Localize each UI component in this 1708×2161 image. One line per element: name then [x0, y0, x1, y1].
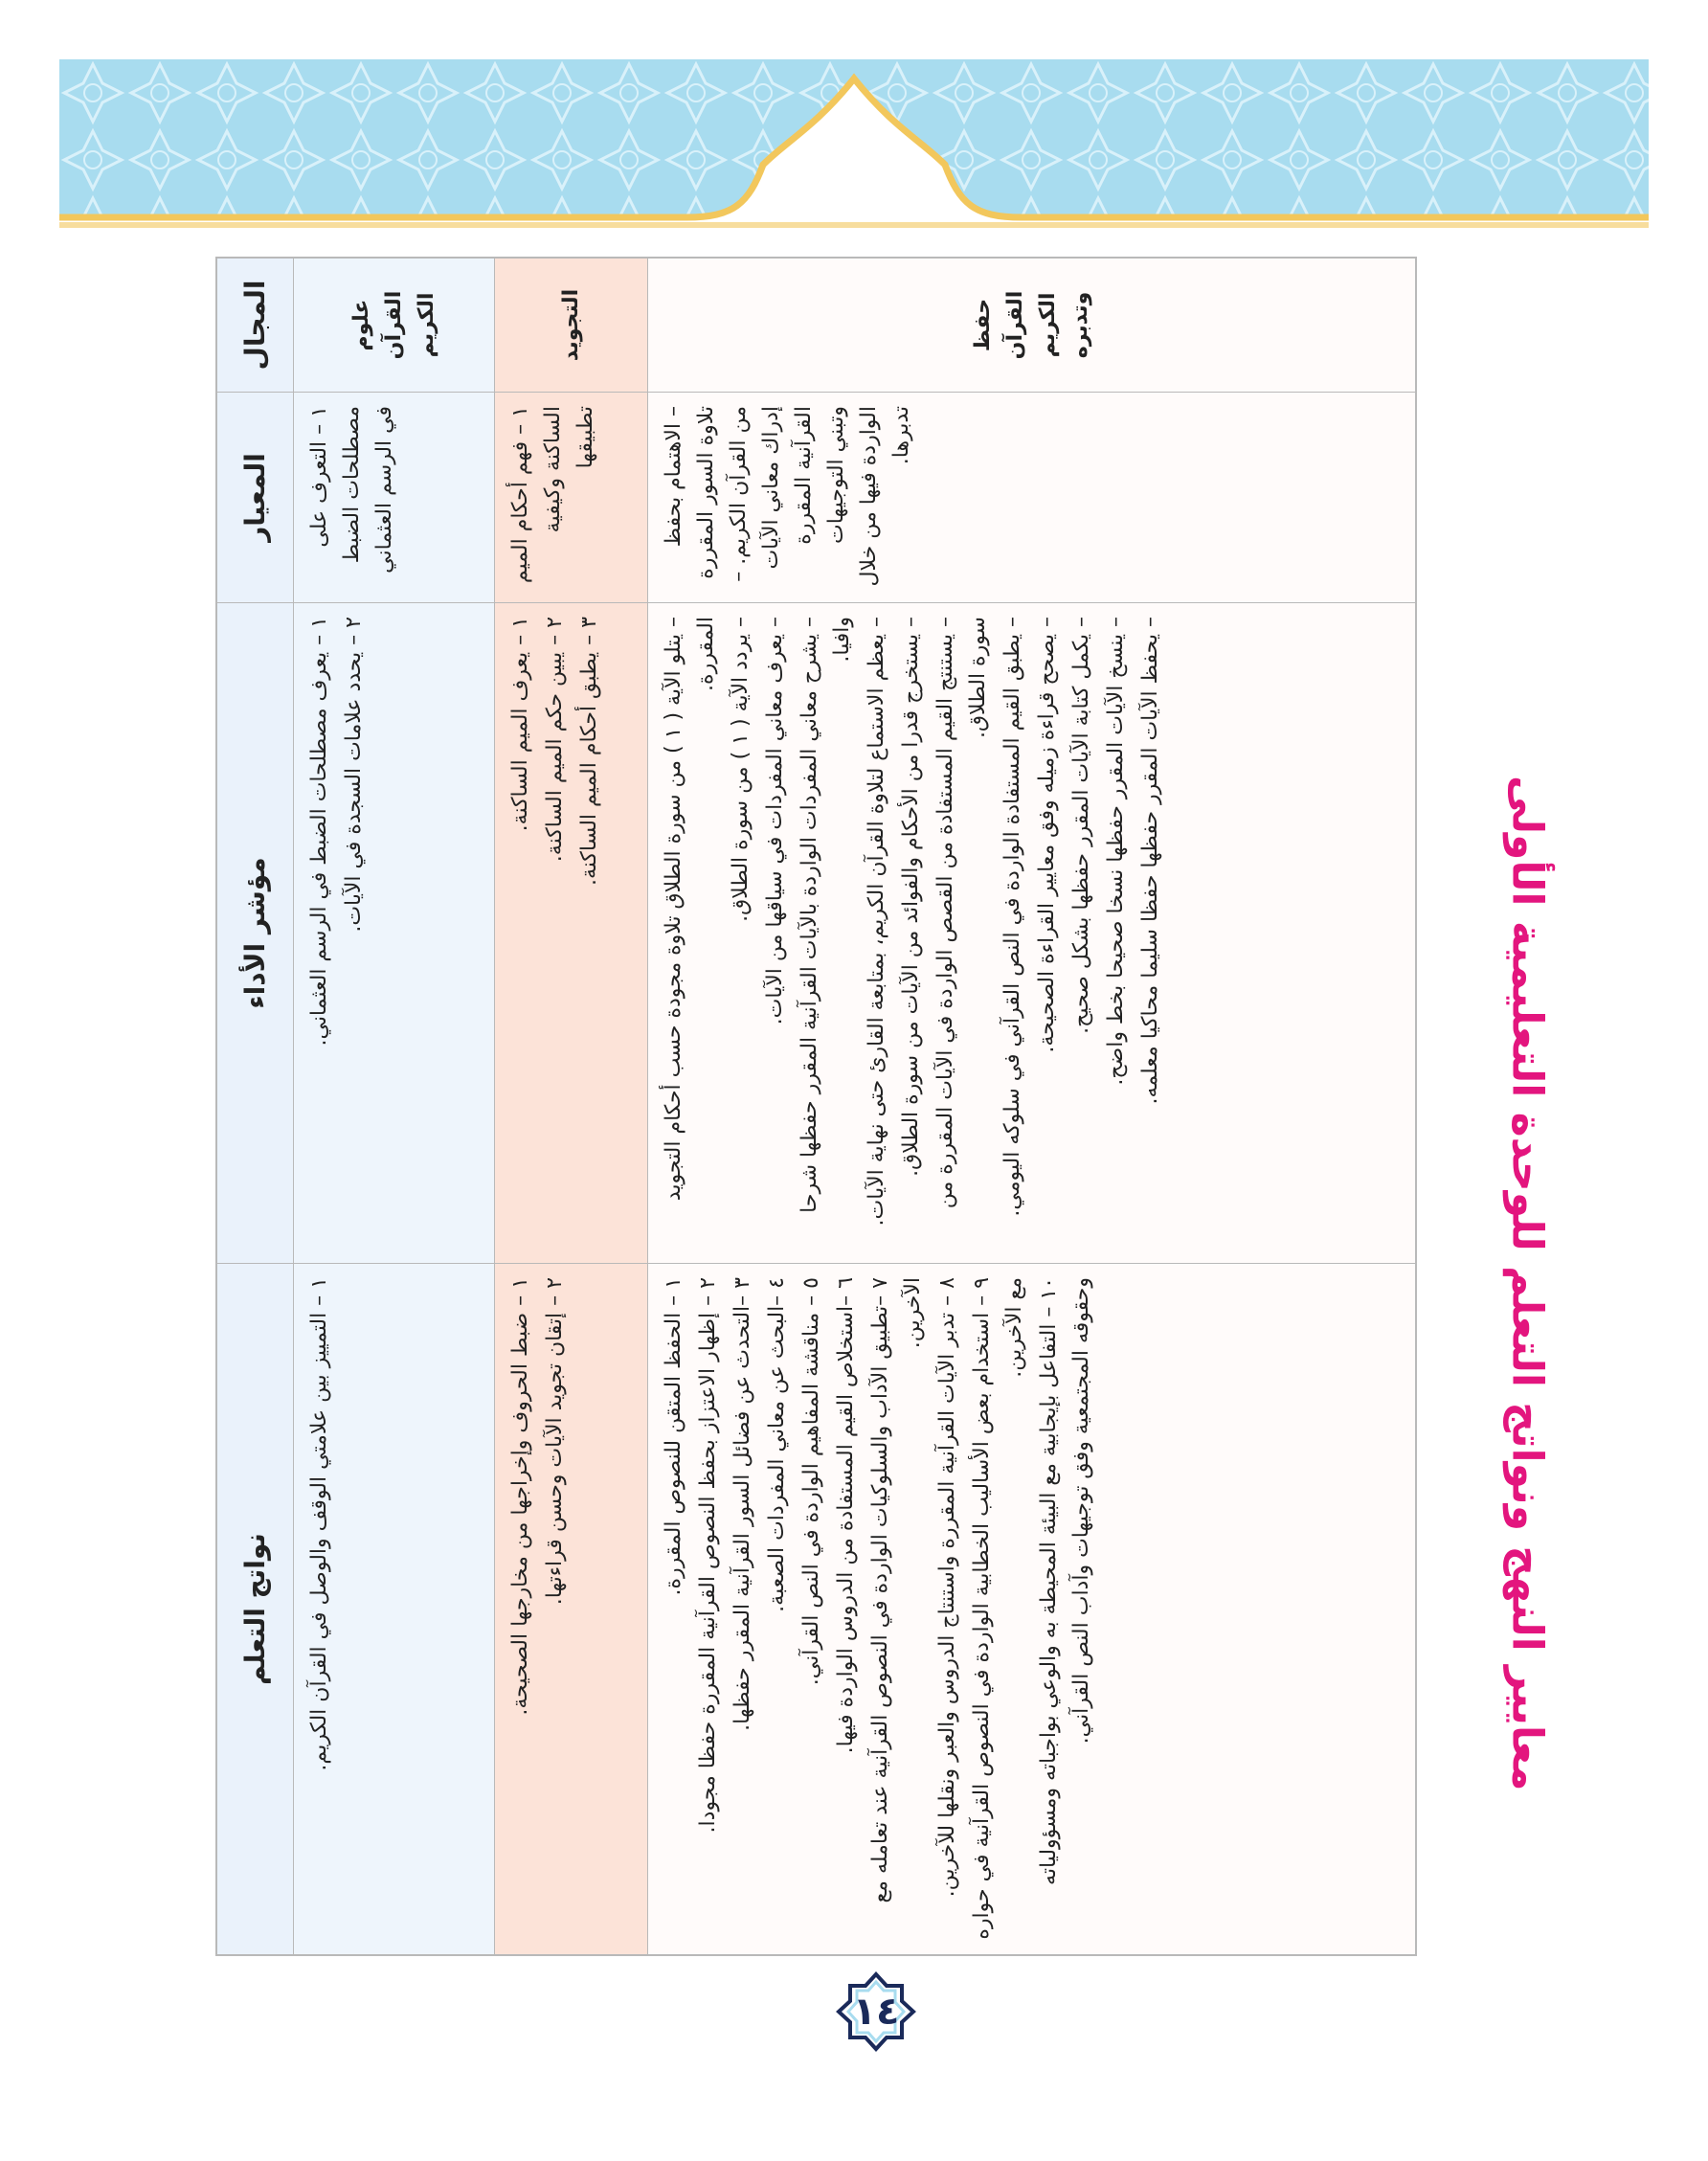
table-row [648, 259, 1415, 1954]
header-standard: المعيار [217, 393, 293, 603]
list-item: ١ – الحفظ المتقن للنصوص المقررة. [662, 1277, 685, 1596]
list-item: ١ – التمييز بين علامتي الوقف والوصل في القرآن الكريم. [307, 1277, 331, 1771]
list-item: – يكمل كتابة الآيات المقرر حفظها بشكل صحيح. [1069, 617, 1093, 1034]
list-item: ٨ – تدبر الآيات القرآنية المقررة واستنتاج الدروس والعبر ونقلها للآخرين. [935, 1277, 959, 1898]
row-outcomes [495, 1264, 647, 1954]
row-indicators [648, 603, 1415, 1264]
page-title-container [1446, 709, 1608, 1857]
row-field: علوم القرآن الكريم [294, 259, 494, 393]
header-indicator: مؤشر الأداء [217, 603, 293, 1264]
list-item: – يشرح معاني المفردات الواردة بالآيات القرآنية المقرر حفظها شرحا وافيا. [798, 617, 854, 1213]
page-number: ١٤ [852, 1990, 900, 2034]
list-item: ١ – ضبط الحروف وإخراجها من مخارجها الصحيحة. [508, 1277, 532, 1716]
list-item: ٢ – إظهار الاعتزاز بحفظ النصوص القرآنية المقررة حفظا مجودا. [696, 1277, 720, 1834]
page-title: معايير النهج ونواتج التعلم للوحدة التعليمية الأولى [1502, 775, 1552, 1791]
list-item: ٩ – استخدام بعض الأساليب الخطابية الواردة في النصوص القرآنية في حواره مع الآخرين. [970, 1277, 1026, 1940]
row-indicators [495, 603, 647, 1264]
list-item: – يردد الآية ( ١ ) من سورة الطلاق. [729, 617, 753, 922]
list-item: ٤ –البحث عن معاني المفردات الصعبة. [765, 1277, 789, 1612]
decorative-header-banner [59, 59, 1649, 241]
list-item: ٣ – يطبق أحكام الميم الساكنة. [577, 617, 601, 886]
header-field: المجال [217, 259, 293, 393]
header-outcomes: نواتج التعلم [238, 1533, 271, 1685]
table-row [294, 259, 495, 1954]
list-item: ٢ – يبين حكم الميم الساكنة. [543, 617, 567, 863]
row-standard: ١ – فهم أحكام الميم الساكنة وكيفية تطبيقها [495, 393, 647, 603]
standards-table-wrapper [215, 257, 1417, 1956]
standards-table [215, 257, 1417, 1956]
list-item: ٢ – إتقان تجويد الآيات وحسن قراءتها. [543, 1277, 567, 1606]
table-row [495, 259, 648, 1954]
list-item: ٦ –استخلاص القيم المستفادة من الدروس الواردة فيها. [834, 1277, 858, 1754]
list-item: – يعرف معاني المفردات في سياقها من الآيات. [763, 617, 787, 1025]
row-field: حفظ القرآن الكريم وتدبره [648, 259, 1415, 393]
list-item: ١ – يعرف الميم الساكنة. [508, 617, 532, 832]
list-item: ٥ – مناقشة المفاهيم الواردة في النص القرآني. [799, 1277, 823, 1686]
table-header-row [217, 259, 294, 1954]
list-item: – يصحح قراءة زميله وفق معايير القراءة الصحيحة. [1035, 617, 1059, 1053]
row-indicators [294, 603, 494, 1264]
list-item: – يحفظ الآيات المقرر حفظها حفظا سليما محاكيا معلمه. [1138, 617, 1162, 1105]
list-item: – يستنتج القيم المستفادة من القصص الواردة في الآيات المقررة من سورة الطلاق. [933, 617, 990, 1209]
row-outcomes [648, 1264, 1415, 1954]
list-item: – يستخرج قدرا من الأحكام والفوائد من الآيات من سورة الطلاق. [899, 617, 923, 1177]
row-standard: ١ – التعرف على مصطلحات الضبط في الرسم العثماني [294, 393, 494, 603]
list-item: – يتلو الآية ( ١ ) من سورة الطلاق تلاوة مجودة حسب أحكام التجويد المقررة. [662, 617, 718, 1202]
list-item: ٣ –التحدث عن فضائل السور القرآنية المقرر حفظها. [730, 1277, 754, 1731]
list-item: ١٠ – التفاعل بإيجابية مع البيئة المحيطة به والوعي بواجباته ومسؤولياته وحقوقه المجتمعية وفق توجيهات وآداب النص القرآني. [1037, 1277, 1093, 1885]
list-item: ١ – يعرف مصطلحات الضبط في الرسم العثماني. [307, 617, 331, 1047]
list-item: – يعظم الاستماع لتلاوة القرآن الكريم، بمتابعة القارئ حتى نهاية الآيات. [865, 617, 888, 1227]
list-item: ٢ – يحدد علامات السجدة في الآيات. [342, 617, 366, 933]
row-standard: – الاهتمام بحفظ تلاوة السور المقررة من القرآن الكريم. –إدراك معاني الآيات القرآنية المقررة وتبني التوجيهات الواردة فيها من خلال تدبرها. [648, 393, 1415, 603]
list-item: ٧ –تطبيق الآداب والسلوكيات الواردة في النصوص القرآنية عند تعامله مع الآخرين. [868, 1277, 925, 1903]
row-field: التجويد [495, 259, 647, 393]
list-item: – يطبق القيم المستفادة الواردة في النص القرآني في سلوكه اليومي. [1000, 617, 1024, 1217]
list-item: – ينسخ الآيات المقرر حفظها نسخا صحيحا بخط واضح. [1104, 617, 1128, 1086]
row-outcomes [294, 1264, 494, 1954]
